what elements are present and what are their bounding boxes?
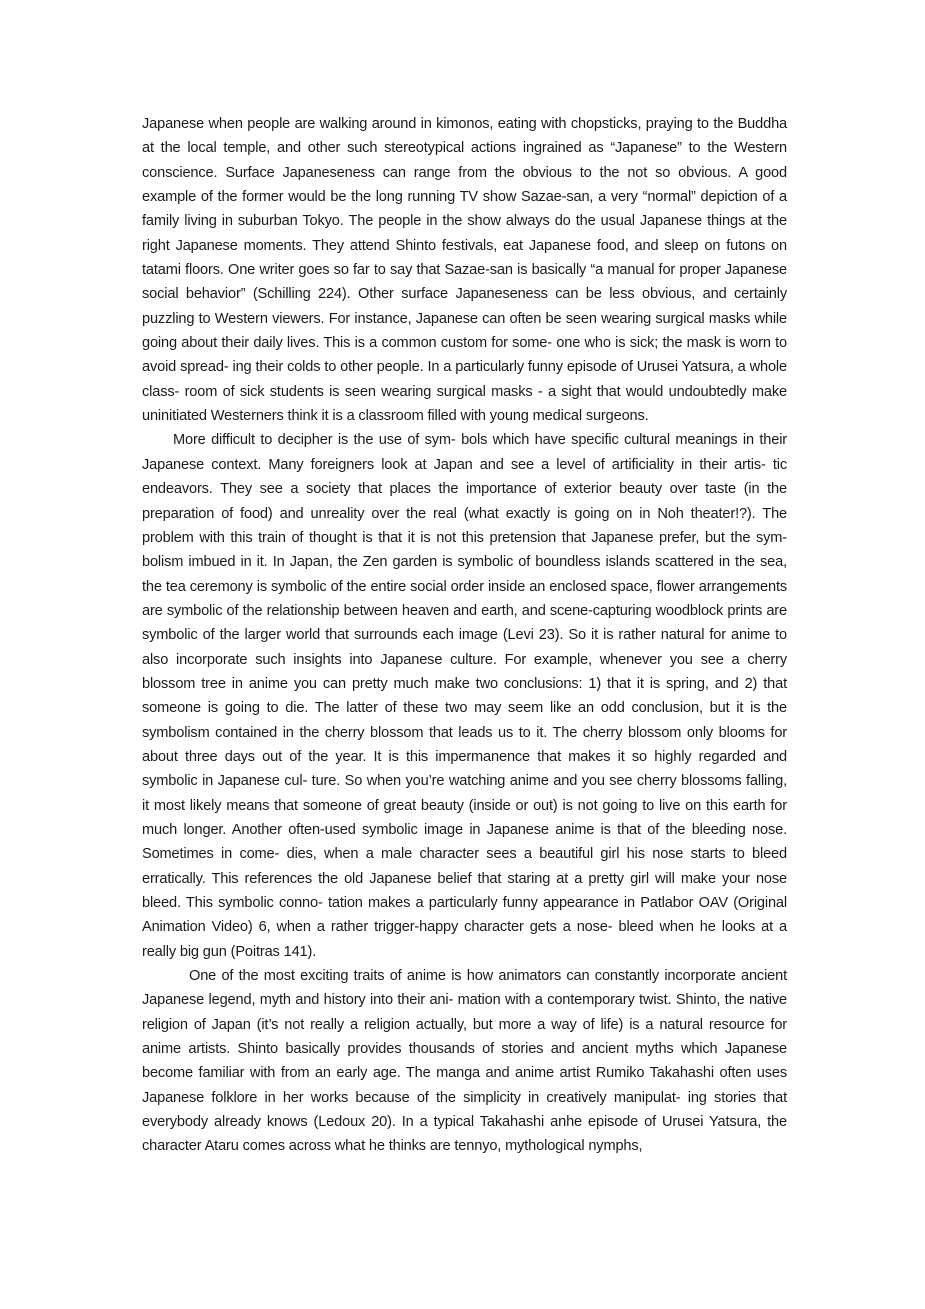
paragraph-legend-myth: One of the most exciting traits of anime is how animators can constantly incorporate ancient Japanese legend, myth and history into their ani- mation with a contemporary twist. Shinto, the native religion of Japan (it’s not really a religion actually, but more a way of life) is a natural resource for anime artists. Shinto basically provides thousands of stories and ancient myths which Japanese become familiar with from an early age. The manga and anime artist Rumiko Takahashi often uses Japanese folklore in her works because of the simplicity in creatively manipulat- ing stories that everybody already knows (Ledoux 20). In a typical Takahashi anhe episode of Urusei Yatsura, the character Ataru comes across what he thinks are tennyo, mythological nymphs, [142,968,787,1155]
document-page [142,112,787,1159]
paragraph-surface-japaneseness: Japanese when people are walking around in kimonos, eating with chopsticks, praying to the Buddha at the local temple, and other such stereotypical actions ingrained as “Japanese” to the Western conscience. Surface Japaneseness can range from the obvious to the not so obvious. A good example of the former would be the long running TV show Sazae-san, a very “normal” depiction of a family living in suburban Tokyo. The people in the show always do the usual Japanese things at the right Japanese moments. They attend Shinto festivals, eat Japanese food, and sleep on futons on tatami floors. One writer goes so far to say that Sazae-san is basically “a manual for proper Japanese social behavior” (Schilling 224). Other surface Japaneseness can be less obvious, and certainly puzzling to Western viewers. For instance, Japanese can often be seen wearing surgical masks while going about their daily lives. This is a common custom for some- one who is sick; the mask is worn to avoid spread- ing their colds to other people. In a particularly funny episode of Urusei Yatsura, a whole class- room of sick students is seen wearing surgical masks - a sight that would undoubtedly make uninitiated Westerners think it is a classroom filled with young medical surgeons. [142,116,787,425]
paragraph-symbolism: More difficult to decipher is the use of sym- bols which have specific cultural meanings in their Japanese context. Many foreigners look at Japan and see a level of artificiality in their artis- tic endeavors. They see a society that places the importance of exterior beauty over taste (in the preparation of food) and unreality over the real (what exactly is going on in Noh theater!?). The problem with this train of thought is that it is not this pretension that Japanese prefer, but the sym- bolism imbued in it. In Japan, the Zen garden is symbolic of boundless islands scattered in the sea, the tea ceremony is symbolic of the entire social order inside an enclosed space, flower arrangements are symbolic of the relationship between heaven and earth, and scene-capturing woodblock prints are symbolic of the larger world that surrounds each image (Levi 23). So it is rather natural for anime to also incorporate such insights into Japanese culture. For example, whenever you see a cherry blossom tree in anime you can pretty much make two conclusions: 1) that it is spring, and 2) that someone is going to die. The latter of these two may seem like an odd conclusion, but it is the symbolism contained in the cherry blossom that leads us to it. The cherry blossom only blooms for about three days out of the year. It is this impermanence that makes it so highly regarded and symbolic in Japanese cul- ture. So when you’re watching anime and you see cherry blossoms falling, it most likely means that someone of great beauty (inside or out) is not going to live on this earth for much longer. Another often-used symbolic image in Japanese anime is that of the bleeding nose. Sometimes in come- dies, when a male character sees a beautiful girl his nose starts to bleed erratically. This references the old Japanese belief that staring at a pretty girl will make your nose bleed. This symbolic conno- tation makes a particularly funny appearance in Patlabor OAV (Original Animation Video) 6, when a rather trigger-happy character gets a nose- bleed when he looks at a really big gun (Poitras 141). [142,432,787,960]
